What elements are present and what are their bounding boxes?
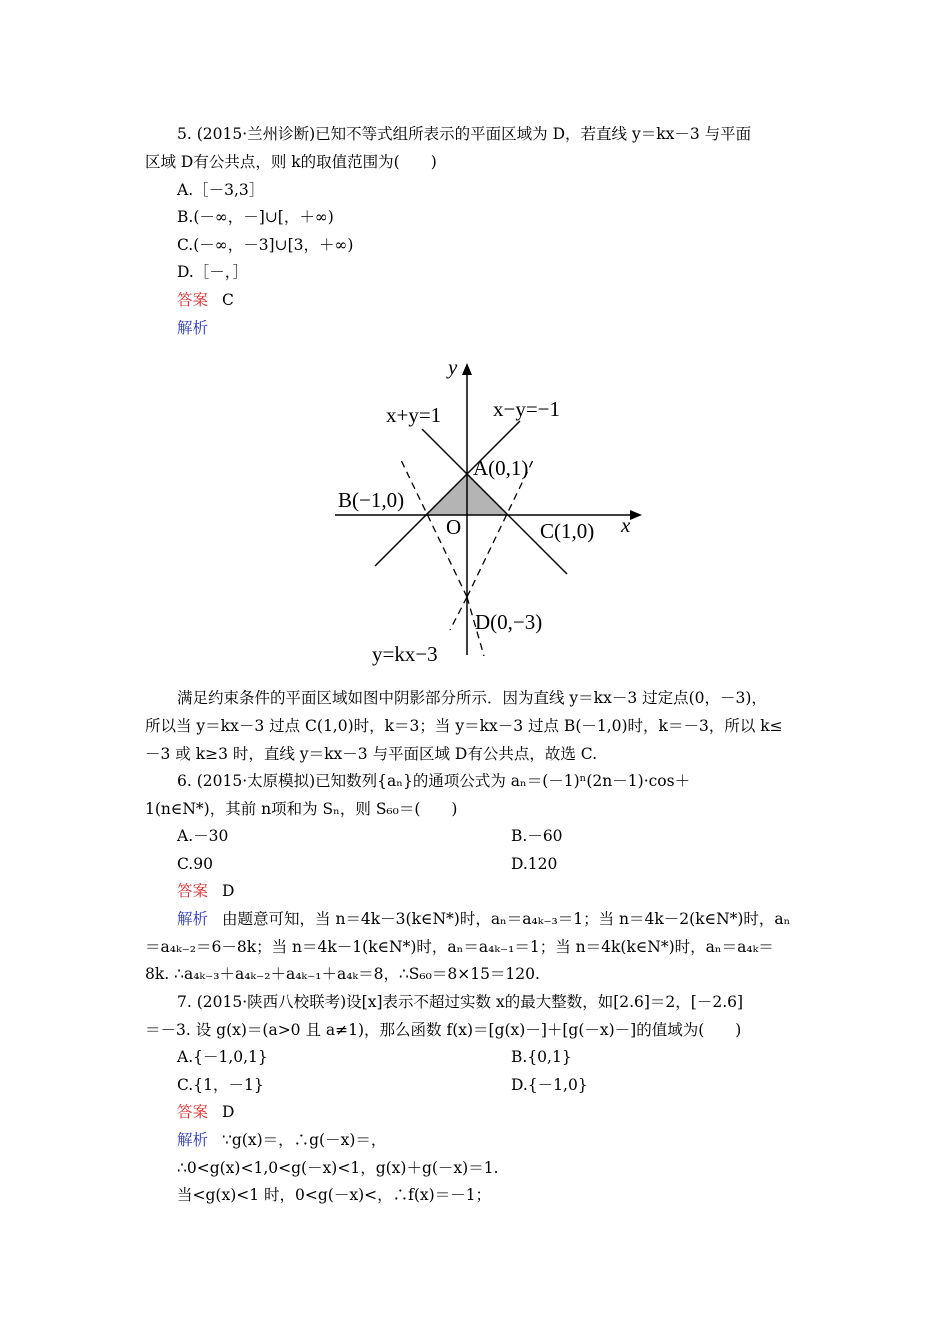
answer-value: D	[222, 882, 235, 900]
dashed-line-extension-left	[450, 597, 467, 630]
y-axis-label: y	[448, 355, 458, 379]
point-d-label: D(0,−3)	[475, 610, 543, 634]
q5-explanation-1: 满足约束条件的平面区域如图中阴影部分所示．因为直线 y＝kx－3 过定点(0，－3)，	[177, 689, 767, 707]
q5-answer	[177, 290, 234, 310]
q5-explanation-3: －3 或 k≥3 时，直线 y＝kx－3 与平面区域 D有公共点，故选 C.	[145, 745, 598, 763]
answer-label: 答案	[177, 291, 209, 309]
explanation-text: ∵g(x)＝，∴g(－x)＝，	[222, 1131, 387, 1149]
q6-option-c: C.90	[177, 855, 213, 873]
analysis-label: 解析	[177, 910, 209, 928]
q5-explanation-2: 所以当 y＝kx－3 过点 C(1,0)时，k＝3；当 y＝kx－3 过点 B(－1,0)时，k＝－3，所以 k≤	[145, 717, 783, 735]
answer-value: D	[222, 1103, 235, 1121]
q5-option-b: B.(－∞，－]∪[，＋∞)	[177, 208, 334, 226]
q6-option-a: A.－30	[177, 827, 229, 845]
q6-stem-line-1: 6. (2015·太原模拟)已知数列{aₙ}的通项公式为 aₙ＝(－1)ⁿ(2n－1)·cos＋	[177, 772, 691, 790]
q5-analysis-label: 解析	[177, 319, 209, 337]
x-axis-label: x	[621, 513, 631, 537]
label-x-minus-y: x−y=−1	[493, 397, 561, 421]
q7-answer	[177, 1102, 234, 1122]
q6-option-d: D.120	[511, 855, 558, 873]
answer-value: C	[222, 291, 234, 309]
q7-option-a: A.{－1,0,1}	[177, 1048, 268, 1066]
coordinate-graph	[330, 350, 650, 670]
x-axis-arrow	[630, 510, 642, 520]
q5-stem-line-2: 区域 D有公共点，则 k的取值范围为( )	[145, 153, 437, 171]
q7-explanation-2: ∴0<g(x)<1,0<g(－x)<1，g(x)＋g(－x)＝1.	[177, 1159, 499, 1177]
q7-option-d: D.{－1,0}	[511, 1076, 588, 1094]
answer-label: 答案	[177, 882, 209, 900]
q6-explanation-3: 8k. ∴a₄ₖ₋₃＋a₄ₖ₋₂＋a₄ₖ₋₁＋a₄ₖ＝8，∴S₆₀＝8×15＝120.	[145, 965, 540, 983]
q5-option-d: D.［－，］	[177, 263, 249, 281]
point-a-label: A(0,1)	[473, 456, 529, 480]
q5-option-c: C.(－∞，－3]∪[3，＋∞)	[177, 236, 354, 254]
q7-stem-line-2: ＝－3. 设 g(x)＝(a>0 且 a≠1)，那么函数 f(x)＝[g(x)－]＋[g(－x)－]的值域为( )	[145, 1021, 742, 1039]
q7-option-c: C.{1，－1}	[177, 1076, 264, 1094]
q7-option-b: B.{0,1}	[511, 1048, 572, 1066]
q6-option-b: B.－60	[511, 827, 563, 845]
analysis-label: 解析	[177, 1131, 209, 1149]
q5-stem-line-1: 5. (2015·兰州诊断)已知不等式组所表示的平面区域为 D，若直线 y＝kx－3 与平面	[177, 125, 752, 143]
q6-stem-line-2: 1(n∈N*)，其前 n项和为 Sₙ，则 S₆₀＝( )	[145, 800, 458, 818]
q5-option-a: A.［－3,3］	[177, 181, 265, 199]
point-c-label: C(1,0)	[540, 519, 595, 543]
q7-stem-line-1: 7. (2015·陕西八校联考)设[x]表示不超过实数 x的最大整数，如[2.6]＝2，[－2.6]	[177, 993, 744, 1011]
explanation-text: 由题意可知，当 n＝4k－3(k∈N*)时，aₙ＝a₄ₖ₋₃＝1；当 n＝4k－2(k∈N*)时，aₙ	[222, 910, 791, 928]
answer-label: 答案	[177, 1103, 209, 1121]
y-axis-arrow	[462, 363, 472, 375]
point-b-label: B(−1,0)	[338, 488, 405, 512]
origin-label: O	[446, 515, 462, 539]
label-x-plus-y: x+y=1	[386, 403, 442, 427]
q6-answer	[177, 881, 234, 901]
q7-explanation-3: 当<g(x)<1 时，0<g(－x)<，∴f(x)＝－1；	[177, 1186, 492, 1204]
label-y-eq-kx-3: y=kx−3	[372, 642, 438, 666]
q6-explanation-1	[177, 909, 790, 929]
q7-explanation-1	[177, 1130, 386, 1150]
q6-explanation-2: ＝a₄ₖ₋₂＝6－8k；当 n＝4k－1(k∈N*)时，aₙ＝a₄ₖ₋₁＝1；当 n＝4k(k∈N*)时，aₙ＝a₄ₖ＝	[145, 938, 774, 956]
